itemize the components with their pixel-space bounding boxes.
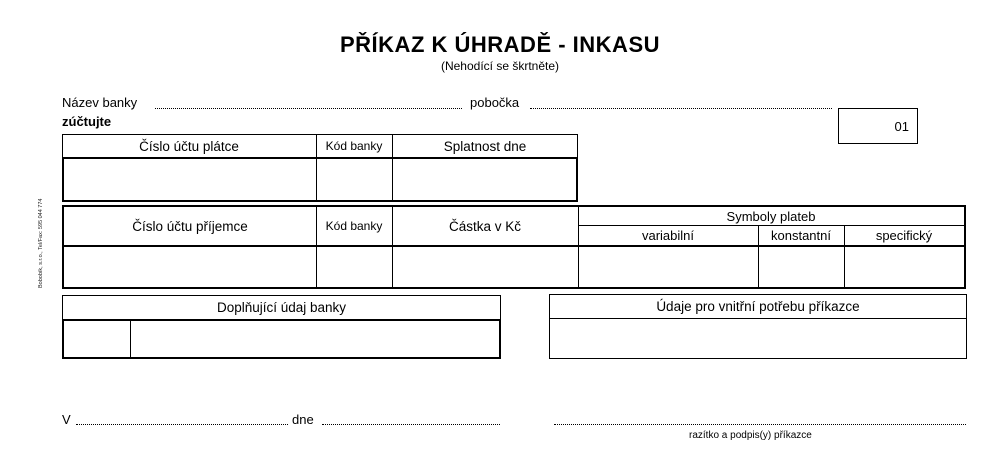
payee-bank-code-field[interactable] (317, 247, 391, 286)
branch-field[interactable] (530, 108, 832, 109)
payer-due-date-header: Splatnost dne (443, 138, 527, 154)
signature-field[interactable] (554, 424, 966, 425)
form-subtitle: (Nehodící se škrtněte) (440, 59, 560, 73)
payer-due-date-field[interactable] (393, 159, 576, 200)
side-contact-text: Bobobík, s.r.o., Tel/Fax: 595 044 774 (38, 198, 44, 288)
internal-info-header: Údaje pro vnitřní potřebu příkazce (656, 298, 860, 314)
payment-symbols-header: Symboly plateb (726, 208, 816, 224)
constant-symbol-field[interactable] (759, 247, 843, 286)
variable-symbol-header: variabilní (641, 227, 695, 243)
specific-symbol-field[interactable] (845, 247, 963, 286)
variable-symbol-field[interactable] (579, 247, 757, 286)
payer-account-header: Číslo účtu plátce (139, 138, 239, 154)
payee-table (62, 205, 966, 289)
internal-info-field[interactable] (551, 320, 965, 357)
form-code: 01 (894, 119, 909, 134)
specific-symbol-header: specifický (875, 227, 933, 243)
bank-info-table (62, 295, 501, 359)
debit-label: zúčtujte (62, 114, 112, 129)
bank-info-text-field[interactable] (131, 321, 499, 357)
payer-bank-code-field[interactable] (317, 159, 391, 200)
date-label: dne (292, 412, 314, 427)
bank-info-code-field[interactable] (64, 321, 129, 357)
internal-info-table (549, 294, 967, 359)
payer-table (62, 134, 578, 202)
date-field[interactable] (322, 424, 500, 425)
amount-field[interactable] (393, 247, 577, 286)
form-code-box (838, 108, 918, 144)
bank-name-field[interactable] (155, 108, 462, 109)
place-field[interactable] (76, 424, 288, 425)
place-label: V (62, 412, 71, 427)
form-title: PŘÍKAZ K ÚHRADĚ - INKASU (340, 32, 660, 57)
signature-caption: razítko a podpis(y) příkazce (689, 430, 812, 441)
constant-symbol-header: konstantní (771, 227, 831, 243)
payee-bank-code-header: Kód banky (325, 219, 383, 233)
bank-info-header: Doplňující údaj banky (216, 300, 347, 315)
branch-label: pobočka (470, 95, 520, 110)
payee-account-field[interactable] (65, 247, 315, 286)
bank-name-label: Název banky (62, 95, 138, 110)
payee-account-header: Číslo účtu příjemce (132, 218, 248, 234)
payer-account-field[interactable] (64, 159, 315, 200)
payer-bank-code-header: Kód banky (325, 139, 383, 153)
payee-amount-header: Částka v Kč (448, 218, 522, 234)
